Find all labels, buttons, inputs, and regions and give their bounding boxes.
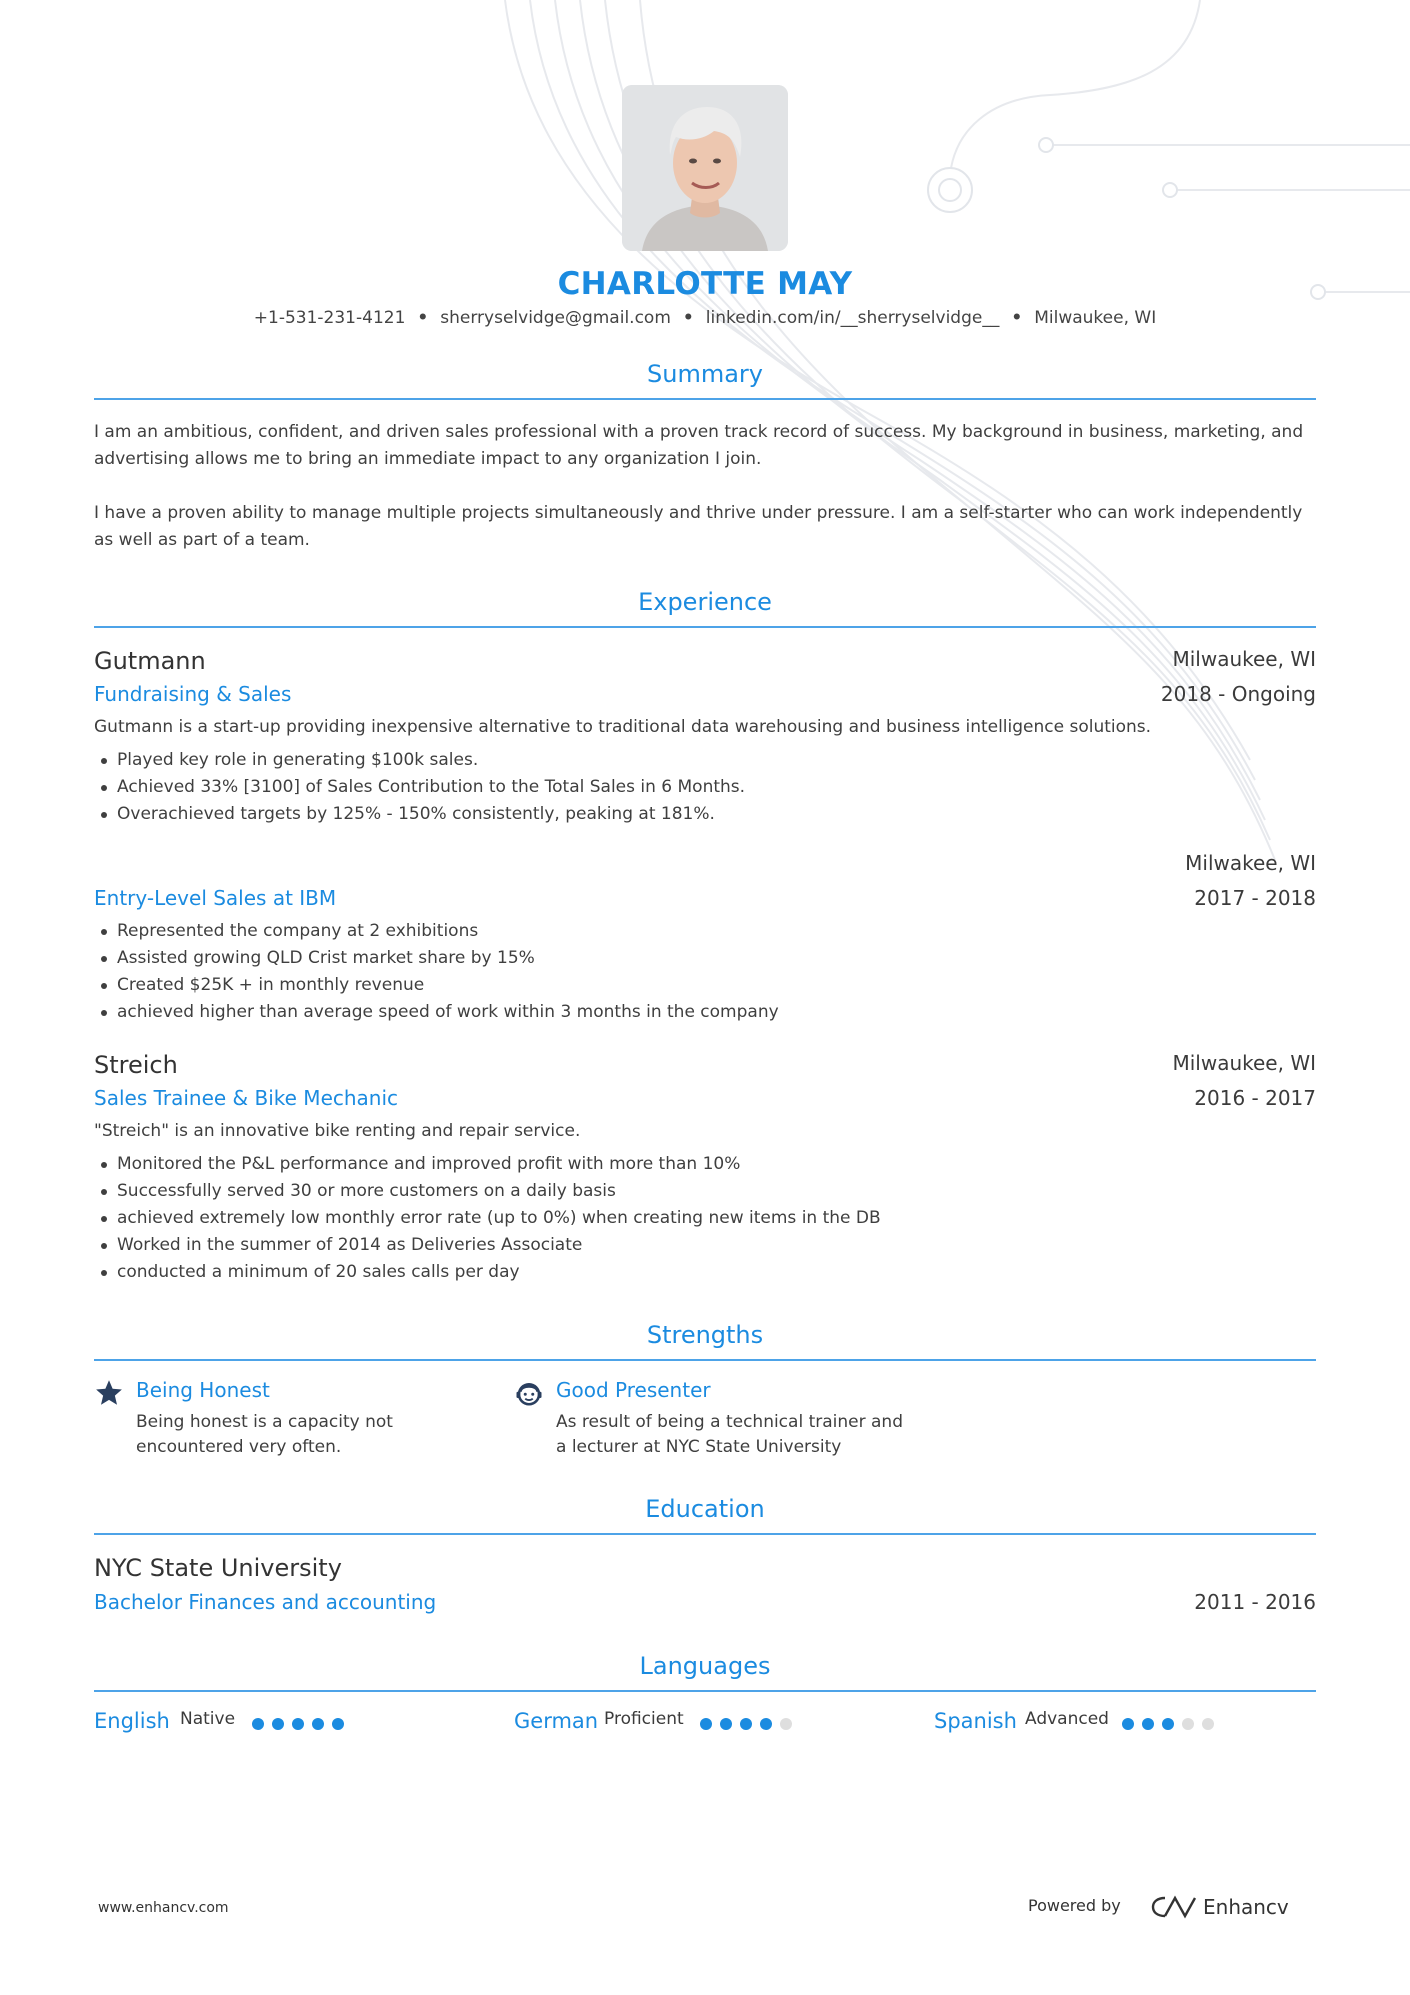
- language-level: Proficient: [604, 1709, 684, 1729]
- education-school: NYC State University: [94, 1554, 342, 1582]
- language-rating: [252, 1715, 352, 1729]
- list-item: Successfully served 30 or more customers on a daily basis: [94, 1178, 881, 1205]
- rating-dot-filled: [760, 1718, 772, 1730]
- language-level: Advanced: [1025, 1709, 1109, 1729]
- strength-description: Being honest is a capacity not encountered very often.: [136, 1412, 393, 1457]
- presenter-icon: [514, 1378, 544, 1408]
- job-dates: 2018 - Ongoing: [1160, 682, 1316, 706]
- rating-dot-filled: [252, 1718, 264, 1730]
- rating-dot-empty: [780, 1718, 792, 1730]
- location-text: Milwaukee, WI: [1034, 308, 1157, 328]
- job-role: Fundraising & Sales: [94, 682, 292, 706]
- rating-dot-filled: [312, 1718, 324, 1730]
- phone-text[interactable]: +1-531-231-4121: [253, 308, 406, 328]
- strength-title: Good Presenter: [556, 1378, 711, 1402]
- job-description: Gutmann is a start-up providing inexpensive alternative to traditional data warehousing and business intelligence solutions.: [94, 717, 1152, 737]
- list-item: Achieved 33% [3100] of Sales Contribution to the Total Sales in 6 Months.: [94, 774, 745, 801]
- list-item: Represented the company at 2 exhibitions: [94, 918, 779, 945]
- list-item: Overachieved targets by 125% - 150% consistently, peaking at 181%.: [94, 801, 745, 828]
- job-company: Gutmann: [94, 647, 206, 675]
- job-dates: 2017 - 2018: [1194, 886, 1316, 910]
- language-rating: [1122, 1715, 1222, 1729]
- rating-dot-filled: [700, 1718, 712, 1730]
- rating-dot-filled: [1122, 1718, 1134, 1730]
- list-item: Worked in the summer of 2014 as Deliveries Associate: [94, 1232, 881, 1259]
- list-item: Created $25K + in monthly revenue: [94, 972, 779, 999]
- email-link[interactable]: sherryselvidge@gmail.com: [440, 308, 671, 328]
- summary-paragraph-2: I have a proven ability to manage multiple projects simultaneously and thrive under pressure. I am a self-starter who can work independently as well as part of a team.: [94, 503, 1303, 550]
- job-role: Entry-Level Sales at IBM: [94, 886, 337, 910]
- language-name: English: [94, 1709, 170, 1733]
- job-bullets: [94, 918, 779, 1026]
- summary-paragraph-1: I am an ambitious, confident, and driven sales professional with a proven track record of success. My background in business, marketing, and advertising allows me to bring an immediate impact to any organization I join.: [94, 422, 1304, 469]
- rating-dot-filled: [272, 1718, 284, 1730]
- section-title-languages: Languages: [94, 1652, 1316, 1692]
- language-rating: [700, 1715, 800, 1729]
- contact-bar: [0, 308, 1410, 328]
- list-item: Played key role in generating $100k sales.: [94, 747, 745, 774]
- list-item: achieved extremely low monthly error rate (up to 0%) when creating new items in the DB: [94, 1205, 881, 1232]
- list-item: conducted a minimum of 20 sales calls per day: [94, 1259, 881, 1286]
- strength-title: Being Honest: [136, 1378, 270, 1402]
- strength-description: As result of being a technical trainer and a lecturer at NYC State University: [556, 1412, 903, 1457]
- education-degree: Bachelor Finances and accounting: [94, 1590, 437, 1614]
- rating-dot-filled: [740, 1718, 752, 1730]
- star-icon: [94, 1378, 124, 1408]
- separator-dot: •: [682, 308, 694, 328]
- avatar: [622, 85, 788, 251]
- section-title-strengths: Strengths: [94, 1321, 1316, 1361]
- powered-by-label: Powered by: [1028, 1896, 1121, 1915]
- job-location: Milwaukee, WI: [1172, 1051, 1316, 1075]
- language-name: German: [514, 1709, 599, 1733]
- rating-dot-empty: [1202, 1718, 1214, 1730]
- list-item: Assisted growing QLD Crist market share by 15%: [94, 945, 779, 972]
- section-title-experience: Experience: [94, 588, 1316, 628]
- linkedin-link[interactable]: linkedin.com/in/__sherryselvidge__: [705, 308, 1000, 328]
- job-location: Milwakee, WI: [1185, 851, 1316, 875]
- job-bullets: [94, 747, 745, 828]
- rating-dot-filled: [292, 1718, 304, 1730]
- footer-website-link[interactable]: www.enhancv.com: [98, 1900, 229, 1916]
- separator-dot: •: [417, 308, 429, 328]
- rating-dot-empty: [1182, 1718, 1194, 1730]
- list-item: achieved higher than average speed of work within 3 months in the company: [94, 999, 779, 1026]
- rating-dot-filled: [332, 1718, 344, 1730]
- brand-text: Enhancv: [1203, 1895, 1289, 1919]
- section-title-summary: Summary: [94, 360, 1316, 400]
- rating-dot-filled: [1162, 1718, 1174, 1730]
- section-title-education: Education: [94, 1495, 1316, 1535]
- separator-dot: •: [1011, 308, 1023, 328]
- list-item: Monitored the P&L performance and improved profit with more than 10%: [94, 1151, 881, 1178]
- job-description: "Streich" is an innovative bike renting and repair service.: [94, 1121, 581, 1141]
- job-company: Streich: [94, 1051, 178, 1079]
- candidate-name: CHARLOTTE MAY: [557, 266, 853, 302]
- rating-dot-filled: [720, 1718, 732, 1730]
- job-role: Sales Trainee & Bike Mechanic: [94, 1086, 399, 1110]
- job-bullets: [94, 1151, 881, 1286]
- education-dates: 2011 - 2016: [1194, 1590, 1316, 1614]
- language-level: Native: [180, 1709, 236, 1729]
- job-location: Milwaukee, WI: [1172, 647, 1316, 671]
- rating-dot-filled: [1142, 1718, 1154, 1730]
- enhancv-logo[interactable]: [1145, 1890, 1295, 1924]
- job-dates: 2016 - 2017: [1194, 1086, 1316, 1110]
- language-name: Spanish: [934, 1709, 1017, 1733]
